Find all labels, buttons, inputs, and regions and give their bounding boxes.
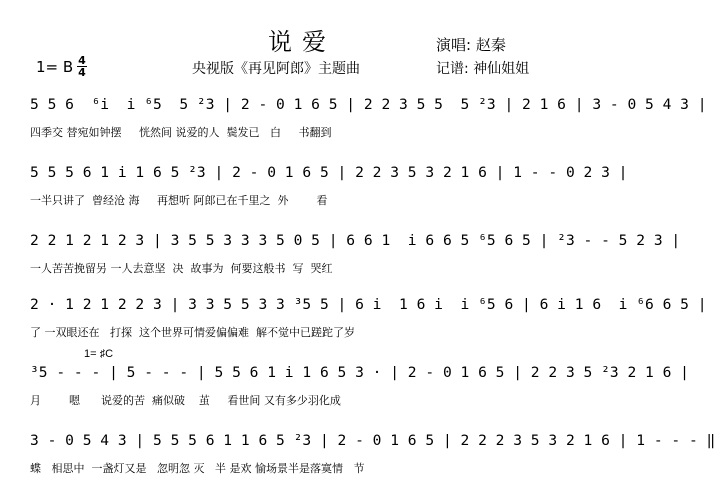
time-signature xyxy=(77,55,87,78)
song-subtitle: 央视版《再见阿郎》主题曲 xyxy=(192,61,360,77)
notes-row: 5 5 6 ⁶i i ⁶5 5 ²3 | 2 - 0 1 6 5 | 2 2 3 5 5 5 ²3 | 2 1 6 | 3 - 0 5 4 3 | xyxy=(30,96,707,113)
lyrics-row: 蝶 相思中 一盏灯又是 忽明忽 灭 半 是欢 愉场景半是落寞情 节 xyxy=(30,462,365,475)
lyrics-row: 了 一双眼还在 打探 这个世界可情爱偏偏难 解不觉中已蹉跎了岁 xyxy=(30,326,355,339)
song-title: 说爱 xyxy=(268,28,336,56)
notes-row: 2 · 1 2 1 2 2 3 | 3 3 5 5 3 3 ³5 5 | 6 i 1 6 i i ⁶5 6 | 6 i 1 6 i ⁶6 6 5 | xyxy=(30,296,707,313)
notes-row: 5 5 5 6 1 i 1 6 5 ²3 | 2 - 0 1 6 5 | 2 2 3 5 3 2 1 6 | 1 - - 0 2 3 | xyxy=(30,164,628,181)
transcriber-credit: 记谱: 神仙姐姐 xyxy=(436,61,530,77)
lyrics-row: 四季交 替宛如钟摆 恍然间 说爱的人 鬓发已 白 书翻到 xyxy=(30,126,332,139)
lyrics-row: 月 嗯 说爱的苦 痛似破 茧 看世间 又有多少羽化成 xyxy=(30,394,341,407)
key-label: 1= B xyxy=(36,57,74,76)
notes-row: 3 - 0 5 4 3 | 5 5 5 6 1 1 6 5 ²3 | 2 - 0 1 6 5 | 2 2 2 3 5 3 2 1 6 | 1 - - - ‖ xyxy=(30,432,715,449)
singer-credit: 演唱: 赵秦 xyxy=(436,36,506,54)
key-signature xyxy=(36,55,87,78)
time-signature-bottom: 4 xyxy=(78,66,86,79)
notes-row: ³5 - - - | 5 - - - | 5 5 6 1 i 1 6 5 3 · | 2 - 0 1 6 5 | 2 2 3 5 ²3 2 1 6 | xyxy=(30,364,689,381)
time-signature-top: 4 xyxy=(78,54,86,67)
key-change-marker: 1= ♯C xyxy=(84,348,114,360)
lyrics-row: 一半只讲了 曾经沧 海 再想听 阿郎已在千里之 外 看 xyxy=(30,194,328,207)
notes-row: 2 2 1 2 1 2 3 | 3 5 5 3 3 3 5 0 5 | 6 6 1 i 6 6 5 ⁶5 6 5 | ²3 - - 5 2 3 | xyxy=(30,232,681,249)
lyrics-row: 一人苦苦挽留另 一人去意坚 决 故事为 何要这般书 写 哭红 xyxy=(30,262,333,275)
score-header xyxy=(0,0,613,80)
